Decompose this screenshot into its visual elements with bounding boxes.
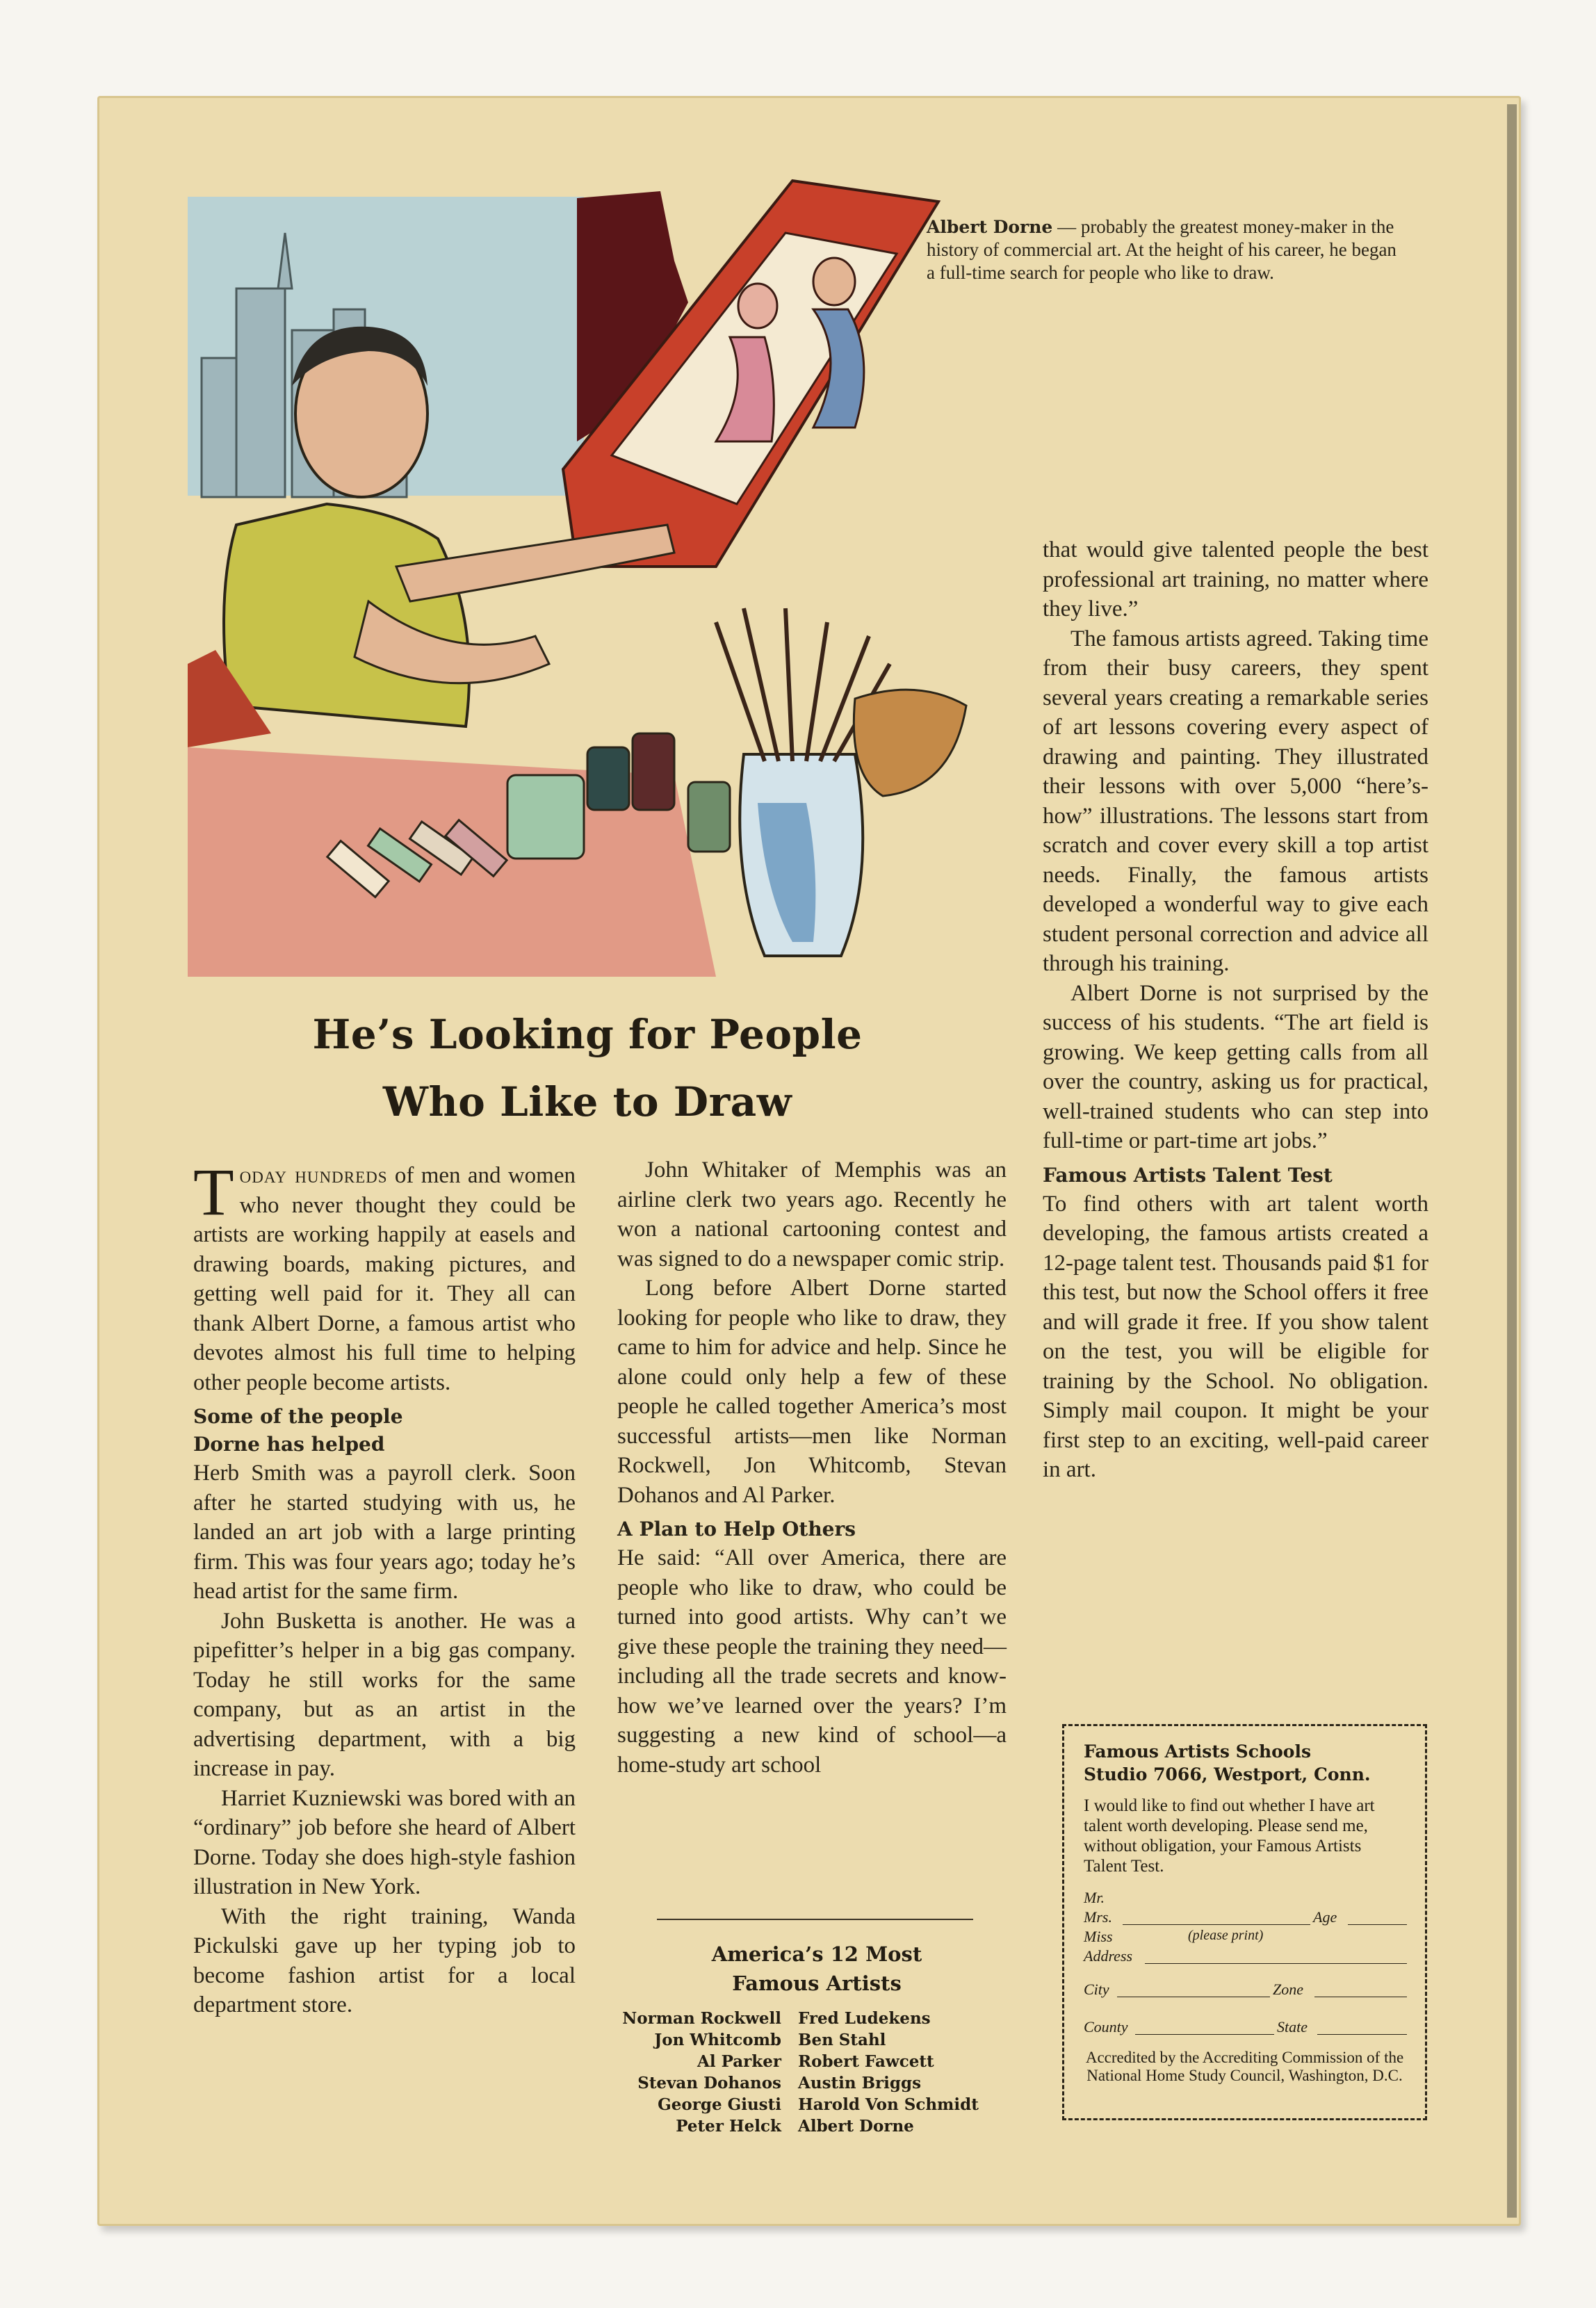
caption-text: — probably the greatest money-maker in the history of commercial art. At the height of his career, he began a full-time search for people who like to draw.	[927, 216, 1396, 283]
column-2	[617, 1155, 1007, 1780]
paragraph-famous-artists-agreed: The famous artists agreed. Taking time from their busy careers, they spent several years creating a remarkable series of art lessons covering every aspect of drawing and painting. They illustrated their lessons with over 5,000 “here’s-how” illustrations. The lessons start from scratch and cover every skill a top artist needs. Finally, the famous artists developed a wonderful way to give each student personal correction and advice all through his training.	[1043, 626, 1428, 976]
artist-name: George Giusti	[658, 2095, 781, 2114]
coupon-zone-label: Zone	[1273, 1981, 1303, 1998]
artist-name: Ben Stahl	[798, 2031, 886, 2049]
subheading-plan: A Plan to Help Others	[617, 1518, 856, 1541]
coupon-miss	[1084, 1928, 1406, 1947]
headline	[195, 1001, 980, 1136]
artist-name: Jon Whitcomb	[654, 2031, 781, 2049]
coupon-address-line[interactable]	[1084, 1947, 1406, 1967]
drop-cap: T	[193, 1155, 234, 1229]
man-shirt	[224, 504, 469, 726]
artist-name: Austin Briggs	[798, 2074, 922, 2092]
coupon-mr-label: Mr.	[1084, 1889, 1105, 1906]
artists-list	[612, 2008, 1029, 2137]
artists-title-line-2: Famous Artists	[732, 1972, 902, 1995]
coupon-county-label: County	[1084, 2018, 1128, 2035]
coupon-accreditation: Accredited by the Accrediting Commission of the National Home Study Council, Washington, D.C.	[1085, 2049, 1404, 2084]
coupon-age-underline	[1348, 1924, 1407, 1926]
artist-name: Norman Rockwell	[622, 2009, 781, 2028]
coupon-mrs-label: Mrs.	[1084, 1908, 1112, 1926]
coupon-city-line[interactable]	[1084, 1981, 1406, 2000]
artist-name: Al Parker	[697, 2052, 781, 2071]
paragraph-wanda: With the right training, Wanda Pickulski gave up her typing job to become fashion artist for a local department store.	[193, 1903, 576, 2017]
paragraph-he-said: He said: “All over America, there are people who like to draw, who could be turned into good artists. Why can’t we give these people the training they need—including all the trade secrets and know-how we’ve learned over the years? I’m suggesting a new kind of school—a home-study art school	[617, 1545, 1007, 1778]
divider	[657, 1919, 973, 1920]
headline-line-2: Who Like to Draw	[382, 1078, 792, 1125]
sketch-man-head	[813, 258, 855, 305]
artist-name: Robert Fawcett	[798, 2052, 934, 2071]
artist-illustration	[188, 177, 1008, 977]
coupon-title	[1084, 1740, 1406, 1786]
coupon-city-underline	[1117, 1997, 1270, 1998]
intro-lead: oday hundreds	[239, 1163, 388, 1188]
coupon-title-line-2: Studio 7066, Westport, Conn.	[1084, 1764, 1371, 1785]
artists-row	[612, 2051, 1029, 2072]
coupon-address-underline	[1145, 1963, 1407, 1965]
coupon-miss-label: Miss	[1084, 1928, 1113, 1945]
caption-name: Albert Dorne	[927, 217, 1053, 237]
paragraph-continued: that would give talented people the best professional art training, no matter where they live.”	[1043, 537, 1428, 621]
coupon-city-label: City	[1084, 1981, 1109, 1998]
paragraph-not-surprised: Albert Dorne is not surprised by the success of his students. “The art field is growing. We keep getting calls from all over the country, asking us for practical, well-trained students who can step into full-time or part-time art jobs.”	[1043, 980, 1428, 1153]
coupon-name-block	[1084, 1889, 1406, 2038]
artists-row	[612, 2029, 1029, 2051]
sketch-woman-head	[738, 284, 777, 328]
subheading-talent-test: Famous Artists Talent Test	[1043, 1163, 1333, 1187]
paragraph-herb-smith: Herb Smith was a payroll clerk. Soon after he started studying with us, he landed an art job with a large printing firm. This was four years ago; today he’s head artist for the same firm.	[193, 1461, 576, 1604]
mail-coupon[interactable]	[1062, 1724, 1427, 2120]
artists-row	[612, 2008, 1029, 2029]
artist-name: Peter Helck	[676, 2117, 781, 2136]
intro-rest: of men and women who never thought they could be artists are working happily at easels and drawing boards, making pictures, and getting well paid for it. They all can thank Albert Dorne, a famous artist who devotes almost his full time to helping other people become artists.	[193, 1163, 576, 1395]
bowl	[854, 690, 966, 796]
coupon-address-label: Address	[1084, 1947, 1133, 1965]
coupon-name-line[interactable]	[1084, 1908, 1406, 1928]
coupon-age-label: Age	[1313, 1908, 1337, 1926]
paragraph-john-whitaker: John Whitaker of Memphis was an airline clerk two years ago. Recently he won a national cartooning contest and was signed to do a newspaper comic strip.	[617, 1157, 1007, 1271]
coupon-state-underline	[1317, 2034, 1407, 2035]
coupon-title-line-1: Famous Artists Schools	[1084, 1741, 1312, 1762]
column-3	[1043, 535, 1428, 1485]
coupon-mr	[1084, 1889, 1406, 1908]
paragraph-long-before: Long before Albert Dorne started looking for people who like to draw, they came to him for advice and help. Since he alone could only help a few of these people he called together America’s most successful artists—men like Norman Rockwell, Jon Whitcomb, Stevan Dohanos and Al Parker.	[617, 1276, 1007, 1508]
artist-name: Fred Ludekens	[798, 2009, 931, 2028]
intro-paragraph	[193, 1155, 576, 1397]
illustration-caption	[927, 216, 1399, 284]
subheading-line-1: Some of the people	[193, 1405, 403, 1428]
paragraph-harriet: Harriet Kuzniewski was bored with an “ordinary” job before she heard of Albert Dorne. Today she does high-style fashion illustration in New York.	[193, 1785, 576, 1899]
artist-name: Stevan Dohanos	[637, 2074, 781, 2092]
artists-title-line-1: America’s 12 Most	[711, 1942, 922, 1966]
coupon-please-print: (please print)	[1188, 1928, 1264, 1943]
cover-edge-shadow	[1507, 104, 1517, 2218]
coupon-county-line[interactable]	[1084, 2018, 1406, 2038]
coupon-zone-underline	[1314, 1997, 1407, 1998]
coupon-body: I would like to find out whether I have art talent worth developing. Please send me, without obligation, your Famous Artists Talent Test.	[1084, 1796, 1375, 1876]
coupon-county-underline	[1135, 2034, 1274, 2035]
column-1	[193, 1155, 576, 2020]
artists-row	[612, 2115, 1029, 2137]
subheading-line-2: Dorne has helped	[193, 1433, 385, 1456]
subheading-people-helped	[193, 1403, 576, 1458]
coupon-name-underline	[1123, 1924, 1310, 1926]
paragraph-talent-test: To find others with art talent worth developing, the famous artists created a 12-page talent test. Thousands paid $1 for this test, but now the School offers it free and will grade it free. If you show talent on the test, you will be eligible for training by the School. No obligation. Simply mail coupon. It might be your first step to an exciting, well-paid career in art.	[1043, 1191, 1428, 1482]
headline-line-1: He’s Looking for People	[312, 1011, 863, 1058]
coupon-state-label: State	[1277, 2018, 1308, 2035]
paragraph-john-busketta: John Busketta is another. He was a pipefitter’s helper in a big gas company. Today he still works for the same company, but as an artist in the advertising department, with a big increase in pay.	[193, 1608, 576, 1781]
artists-row	[612, 2094, 1029, 2115]
artist-name: Albert Dorne	[798, 2117, 914, 2136]
artists-title	[612, 1940, 1022, 1998]
artist-name: Harold Von Schmidt	[798, 2095, 979, 2114]
artists-row	[612, 2072, 1029, 2094]
